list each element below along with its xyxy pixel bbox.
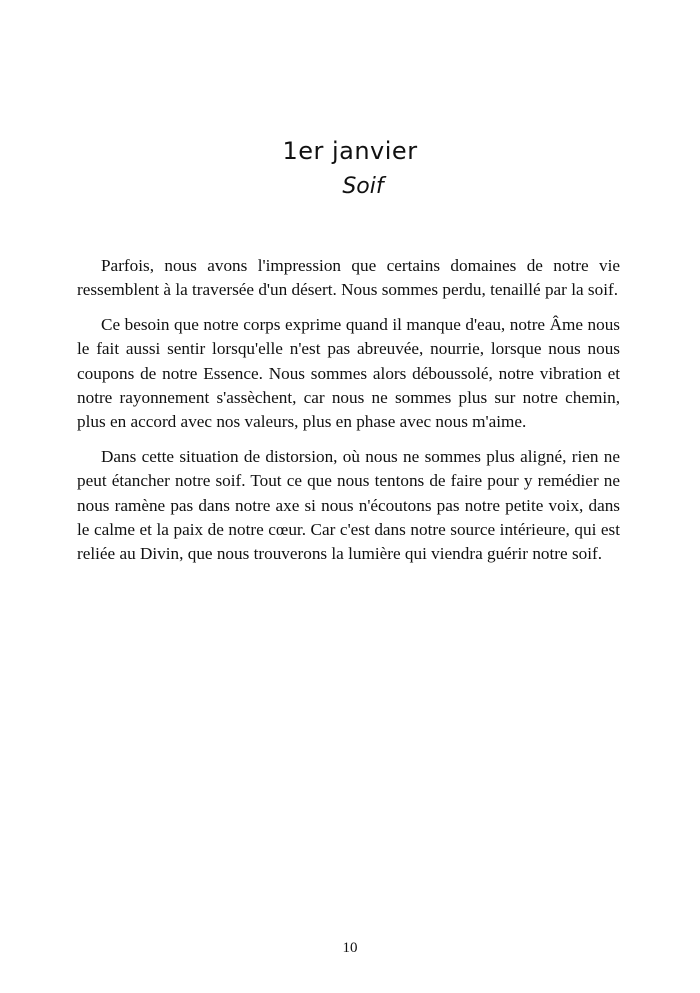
body-text	[77, 254, 620, 577]
chapter-heading	[0, 136, 700, 202]
paragraph-1: Parfois, nous avons l'impression que certains domaines de notre vie ressemblent à la traversée d'un désert. Nous sommes perdu, tenaillé par la soif.	[77, 256, 620, 300]
date-title: 1er janvier	[282, 137, 418, 165]
chapter-subtitle: Soif	[342, 174, 384, 199]
page-number: 10	[342, 940, 358, 956]
paragraph-3: Dans cette situation de distorsion, où nous ne sommes plus aligné, rien ne peut étancher notre soif. Tout ce que nous tentons de faire pour y remédier ne nous ramène pas dans notre axe si nous n'écoutons pas notre petite voix, dans le calme et la paix de notre cœur. Car c'est dans notre source intérieure, qui est reliée au Divin, que nous trouverons la lumière qui viendra guérir notre soif.	[77, 446, 620, 564]
paragraph-2: Ce besoin que notre corps exprime quand il manque d'eau, notre Âme nous le fait aussi sentir lorsqu'elle n'est pas abreuvée, nourrie, lorsque nous nous coupons de notre Essence. Nous sommes alors déboussolé, notre vibration et notre rayonnement s'assèchent, car nous ne sommes plus sur notre chemin, plus en accord avec nos valeurs, plus en phase avec nous m'aime.	[77, 314, 620, 432]
